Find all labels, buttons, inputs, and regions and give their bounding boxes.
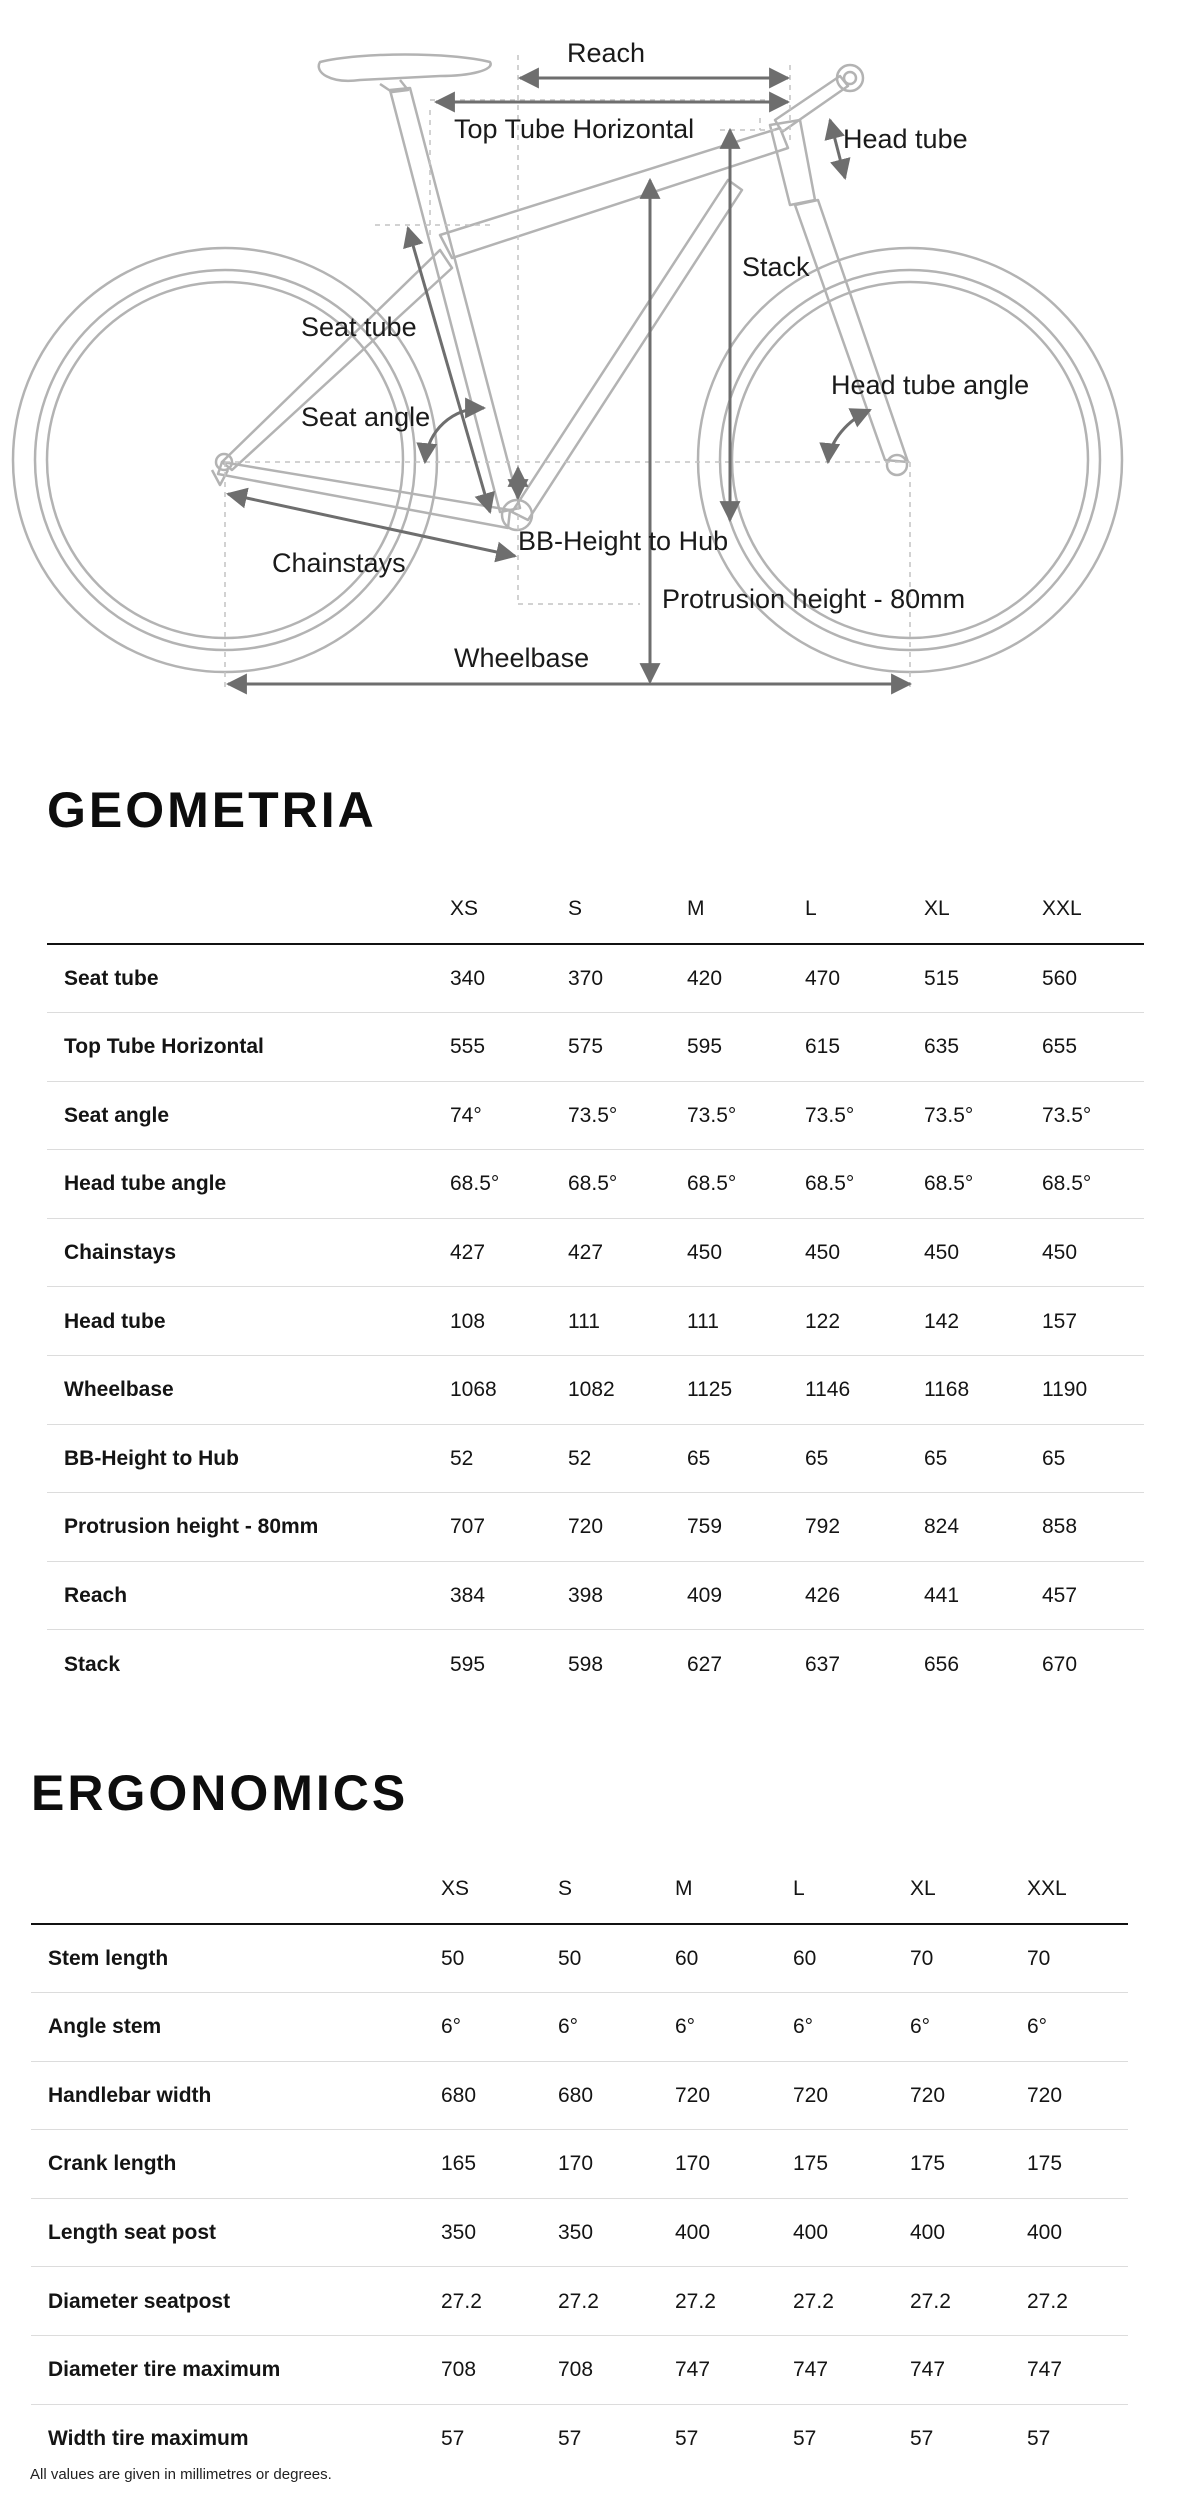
row-label: Seat tube <box>64 966 159 990</box>
value-cell-l: 57 <box>793 2427 817 2451</box>
value-cell-s: 575 <box>568 1035 604 1059</box>
size-header-l: L <box>793 1877 805 1900</box>
table-row-length-seat-post <box>31 2199 1128 2267</box>
value-cell-xs: 340 <box>450 966 486 990</box>
row-label: Wheelbase <box>64 1378 174 1402</box>
value-cell-xxl: 747 <box>1027 2358 1063 2382</box>
value-cell-xl: 27.2 <box>910 2289 951 2313</box>
value-cell-m: 1125 <box>687 1378 733 1402</box>
value-cell-m: 57 <box>675 2427 699 2451</box>
value-cell-s: 427 <box>568 1240 604 1264</box>
value-cell-l: 27.2 <box>793 2289 834 2313</box>
value-cell-xs: 27.2 <box>441 2289 482 2313</box>
size-header-xxl: XXL <box>1042 897 1082 920</box>
value-cell-xl: 142 <box>924 1309 960 1333</box>
value-cell-l: 6° <box>793 2015 814 2039</box>
value-cell-xxl: 655 <box>1042 1035 1078 1059</box>
size-header-s: S <box>568 897 583 920</box>
value-cell-xs: 108 <box>450 1309 486 1333</box>
geometry-diagram <box>0 0 1200 700</box>
value-cell-xxl: 57 <box>1027 2427 1051 2451</box>
size-header-xxl: XXL <box>1027 1877 1067 1900</box>
row-label: Diameter tire maximum <box>48 2358 281 2382</box>
value-cell-s: 111 <box>568 1309 600 1333</box>
value-cell-s: 720 <box>568 1515 604 1539</box>
value-cell-xxl: 1190 <box>1042 1378 1088 1402</box>
value-cell-m: 759 <box>687 1515 723 1539</box>
value-cell-xl: 6° <box>910 2015 931 2039</box>
value-cell-s: 6° <box>558 2015 579 2039</box>
value-cell-xl: 720 <box>910 2083 946 2107</box>
label-reach: Reach <box>567 38 646 68</box>
ergonomics-header-row <box>31 1855 1128 1925</box>
value-cell-l: 175 <box>793 2152 829 2176</box>
table-row-handlebar-width <box>31 2062 1128 2130</box>
value-cell-xxl: 560 <box>1042 966 1078 990</box>
size-header-xs: XS <box>441 1877 470 1900</box>
row-label: Crank length <box>48 2152 177 2176</box>
label-top-tube: Top Tube Horizontal <box>454 114 695 144</box>
value-cell-xl: 1168 <box>924 1378 970 1402</box>
size-header-xl: XL <box>924 897 950 920</box>
bike-illustration <box>0 0 1200 700</box>
size-header-s: S <box>558 1877 573 1900</box>
value-cell-s: 170 <box>558 2152 594 2176</box>
value-cell-l: 68.5° <box>805 1172 855 1196</box>
label-seat-angle: Seat angle <box>301 402 431 432</box>
label-stack: Stack <box>742 252 810 282</box>
value-cell-m: 720 <box>675 2083 711 2107</box>
table-row-seat-angle <box>47 1082 1144 1150</box>
value-cell-l: 1146 <box>805 1378 851 1402</box>
value-cell-m: 65 <box>687 1446 711 1470</box>
value-cell-xl: 68.5° <box>924 1172 974 1196</box>
value-cell-xs: 74° <box>450 1103 482 1127</box>
value-cell-xxl: 720 <box>1027 2083 1063 2107</box>
value-cell-xxl: 175 <box>1027 2152 1063 2176</box>
value-cell-s: 73.5° <box>568 1103 618 1127</box>
value-cell-xl: 450 <box>924 1240 960 1264</box>
value-cell-s: 680 <box>558 2083 594 2107</box>
value-cell-m: 627 <box>687 1653 723 1676</box>
value-cell-l: 615 <box>805 1035 841 1059</box>
table-row-diameter-seatpost <box>31 2268 1128 2336</box>
value-cell-l: 73.5° <box>805 1103 855 1127</box>
value-cell-m: 595 <box>687 1035 723 1059</box>
value-cell-l: 470 <box>805 966 841 990</box>
label-protrusion: Protrusion height - 80mm <box>662 584 966 614</box>
value-cell-xl: 65 <box>924 1446 948 1470</box>
size-header-xl: XL <box>910 1877 936 1900</box>
ergonomics-title: ERGONOMICS <box>31 1765 409 1821</box>
table-row-reach <box>47 1562 1144 1630</box>
row-label: Seat angle <box>64 1103 170 1127</box>
value-cell-xl: 824 <box>924 1515 960 1539</box>
label-seat-tube: Seat tube <box>301 312 417 342</box>
table-row-top-tube-horizontal <box>47 1014 1144 1082</box>
label-head-tube: Head tube <box>843 124 968 154</box>
value-cell-xxl: 400 <box>1027 2220 1063 2244</box>
value-cell-xl: 515 <box>924 966 960 990</box>
size-header-m: M <box>687 897 705 920</box>
value-cell-xxl: 457 <box>1042 1583 1078 1607</box>
row-label: Chainstays <box>64 1240 177 1264</box>
value-cell-l: 747 <box>793 2358 829 2382</box>
row-label: Head tube <box>64 1309 166 1333</box>
value-cell-xl: 656 <box>924 1653 960 1676</box>
table-row-wheelbase <box>47 1357 1144 1425</box>
value-cell-xxl: 670 <box>1042 1653 1078 1676</box>
size-header-l: L <box>805 897 817 920</box>
value-cell-xl: 441 <box>924 1583 960 1607</box>
value-cell-xxl: 858 <box>1042 1515 1078 1539</box>
table-row-head-tube <box>47 1288 1144 1356</box>
value-cell-xs: 707 <box>450 1515 486 1539</box>
head-angle-arrow <box>828 410 870 462</box>
value-cell-xxl: 68.5° <box>1042 1172 1092 1196</box>
value-cell-s: 350 <box>558 2220 594 2244</box>
value-cell-m: 409 <box>687 1583 723 1607</box>
row-label: Diameter seatpost <box>48 2289 231 2313</box>
table-row-seat-tube <box>47 945 1144 1013</box>
footnote: All values are given in millimetres or degrees. <box>30 2466 332 2483</box>
value-cell-m: 747 <box>675 2358 711 2382</box>
label-bb-height: BB-Height to Hub <box>518 526 729 556</box>
table-row-crank-length <box>31 2131 1128 2199</box>
value-cell-m: 6° <box>675 2015 696 2039</box>
value-cell-l: 450 <box>805 1240 841 1264</box>
row-label: Reach <box>64 1583 128 1607</box>
value-cell-m: 60 <box>675 1946 699 1970</box>
table-row-protrusion-height-80mm <box>47 1494 1144 1562</box>
value-cell-l: 637 <box>805 1653 841 1676</box>
value-cell-s: 370 <box>568 966 604 990</box>
value-cell-s: 57 <box>558 2427 582 2451</box>
value-cell-s: 27.2 <box>558 2289 599 2313</box>
row-label: Angle stem <box>48 2015 162 2039</box>
value-cell-xs: 350 <box>441 2220 477 2244</box>
value-cell-xs: 57 <box>441 2427 465 2451</box>
value-cell-xl: 175 <box>910 2152 946 2176</box>
value-cell-xxl: 27.2 <box>1027 2289 1068 2313</box>
value-cell-s: 1082 <box>568 1378 615 1402</box>
value-cell-xs: 427 <box>450 1240 486 1264</box>
value-cell-l: 720 <box>793 2083 829 2107</box>
value-cell-m: 420 <box>687 966 723 990</box>
label-head-tube-angle: Head tube angle <box>831 370 1030 400</box>
row-label: Width tire maximum <box>48 2427 249 2451</box>
value-cell-xs: 708 <box>441 2358 477 2382</box>
label-chainstays: Chainstays <box>272 548 406 578</box>
table-row-chainstays <box>47 1219 1144 1287</box>
table-row-diameter-tire-maximum <box>31 2337 1128 2405</box>
value-cell-xxl: 450 <box>1042 1240 1078 1264</box>
value-cell-xl: 747 <box>910 2358 946 2382</box>
value-cell-s: 68.5° <box>568 1172 618 1196</box>
value-cell-xs: 595 <box>450 1653 486 1676</box>
value-cell-xxl: 70 <box>1027 1946 1051 1970</box>
value-cell-xxl: 65 <box>1042 1446 1066 1470</box>
table-row-head-tube-angle <box>47 1151 1144 1219</box>
table-row-angle-stem <box>31 1994 1128 2062</box>
value-cell-xs: 555 <box>450 1035 486 1059</box>
value-cell-xs: 165 <box>441 2152 477 2176</box>
table-row-bb-height-to-hub <box>47 1425 1144 1493</box>
row-label: Head tube angle <box>64 1172 227 1196</box>
value-cell-xl: 400 <box>910 2220 946 2244</box>
row-label: Top Tube Horizontal <box>64 1035 264 1059</box>
row-label: Stem length <box>48 1946 169 1970</box>
value-cell-s: 708 <box>558 2358 594 2382</box>
value-cell-xs: 52 <box>450 1446 474 1470</box>
table-row-stem-length <box>31 1925 1128 1993</box>
value-cell-m: 73.5° <box>687 1103 737 1127</box>
value-cell-xxl: 6° <box>1027 2015 1048 2039</box>
value-cell-xs: 1068 <box>450 1378 497 1402</box>
row-label: Protrusion height - 80mm <box>64 1515 319 1539</box>
value-cell-xl: 635 <box>924 1035 960 1059</box>
value-cell-m: 68.5° <box>687 1172 737 1196</box>
value-cell-xs: 6° <box>441 2015 462 2039</box>
value-cell-xs: 50 <box>441 1946 465 1970</box>
value-cell-l: 65 <box>805 1446 829 1470</box>
geometria-header-row <box>47 875 1144 945</box>
value-cell-s: 598 <box>568 1653 604 1676</box>
value-cell-s: 52 <box>568 1446 592 1470</box>
value-cell-xs: 384 <box>450 1583 486 1607</box>
row-label: Length seat post <box>48 2220 217 2244</box>
value-cell-xs: 68.5° <box>450 1172 500 1196</box>
value-cell-m: 400 <box>675 2220 711 2244</box>
value-cell-m: 111 <box>687 1309 719 1333</box>
label-wheelbase: Wheelbase <box>454 643 590 673</box>
value-cell-xxl: 157 <box>1042 1309 1078 1333</box>
value-cell-l: 426 <box>805 1583 841 1607</box>
row-label: Stack <box>64 1653 121 1676</box>
row-label: Handlebar width <box>48 2083 212 2107</box>
value-cell-l: 792 <box>805 1515 841 1539</box>
value-cell-m: 450 <box>687 1240 723 1264</box>
value-cell-l: 400 <box>793 2220 829 2244</box>
value-cell-l: 122 <box>805 1309 841 1333</box>
geometria-title: GEOMETRIA <box>47 782 377 838</box>
value-cell-xl: 73.5° <box>924 1103 974 1127</box>
table-row-width-tire-maximum <box>31 2405 1128 2473</box>
size-header-xs: XS <box>450 897 479 920</box>
value-cell-l: 60 <box>793 1946 817 1970</box>
table-row-stack <box>47 1631 1144 1699</box>
value-cell-xl: 57 <box>910 2427 934 2451</box>
value-cell-s: 50 <box>558 1946 582 1970</box>
value-cell-m: 170 <box>675 2152 711 2176</box>
row-label: BB-Height to Hub <box>64 1446 239 1470</box>
value-cell-xs: 680 <box>441 2083 477 2107</box>
size-header-m: M <box>675 1877 693 1900</box>
value-cell-xl: 70 <box>910 1946 934 1970</box>
value-cell-xxl: 73.5° <box>1042 1103 1092 1127</box>
value-cell-s: 398 <box>568 1583 604 1607</box>
value-cell-m: 27.2 <box>675 2289 716 2313</box>
